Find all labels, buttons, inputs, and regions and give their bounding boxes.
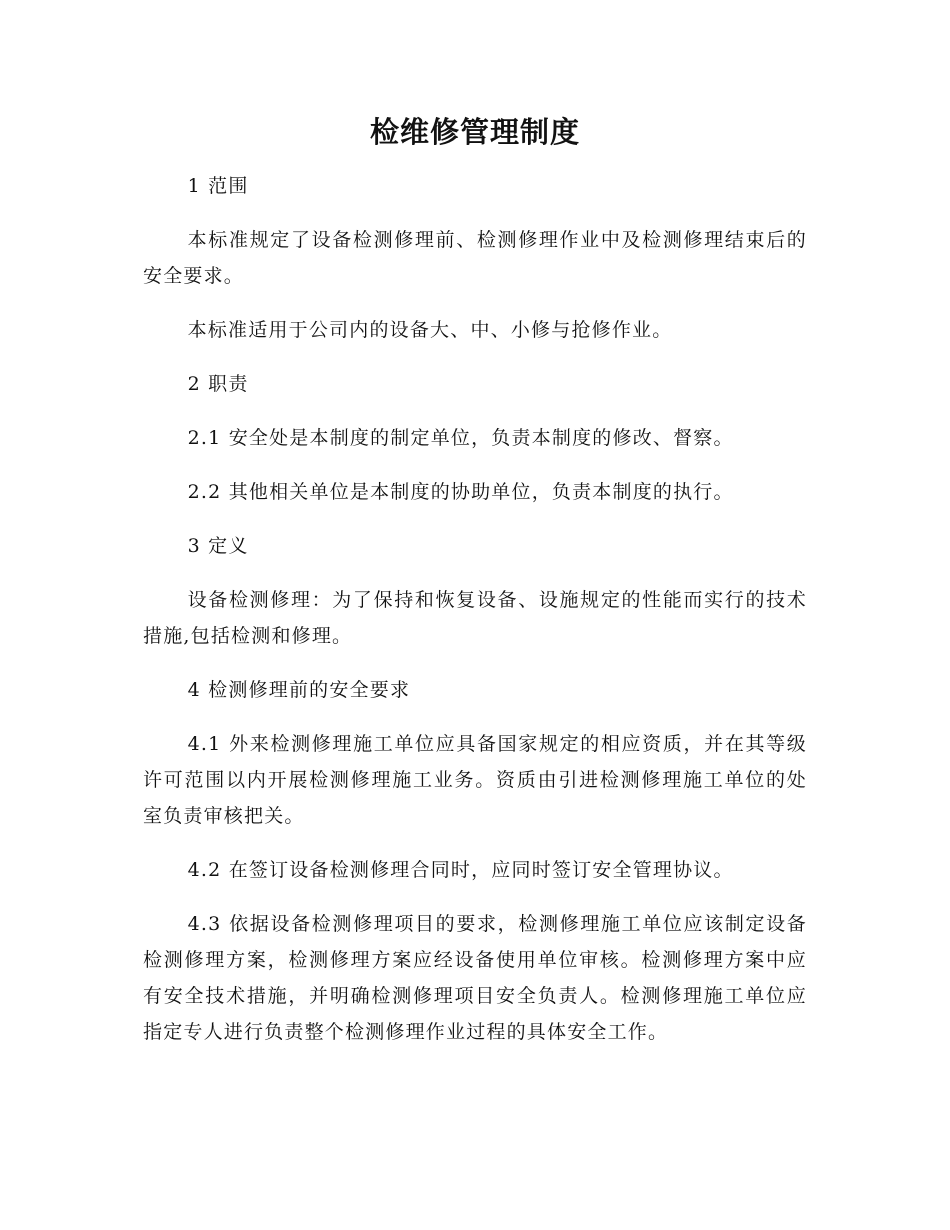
- section-heading-responsibilities: 2 职责: [187, 373, 249, 395]
- responsibility-2-1: 2.1 安全处是本制度的制定单位，负责本制度的修改、督察。: [187, 427, 734, 449]
- section-heading-pre-repair-requirements: 4 检测修理前的安全要求: [187, 679, 411, 701]
- document-title: 检维修管理制度: [369, 115, 580, 149]
- document-body: [143, 168, 807, 1068]
- scope-paragraph-2: 本标准适用于公司内的设备大、中、小修与抢修作业。: [187, 319, 673, 341]
- requirement-4-2: 4.2 在签订设备检测修理合同时，应同时签订安全管理协议。: [187, 859, 734, 881]
- responsibility-2-2: 2.2 其他相关单位是本制度的协助单位，负责本制度的执行。: [187, 481, 734, 503]
- requirement-4-3: 4.3 依据设备检测修理项目的要求，检测修理施工单位应该制定设备检测修理方案，检测修理方案应经设备使用单位审核。检测修理方案中应有安全技术措施，并明确检测修理项目安全负责人。检测修理施工单位应指定专人进行负责整个检测修理作业过程的具体安全工作。: [143, 913, 807, 1043]
- requirement-4-1: 4.1 外来检测修理施工单位应具备国家规定的相应资质，并在其等级许可范围以内开展检测修理施工业务。资质由引进检测修理施工单位的处室负责审核把关。: [143, 733, 807, 827]
- scope-paragraph-1: 本标准规定了设备检测修理前、检测修理作业中及检测修理结束后的安全要求。: [143, 229, 807, 287]
- section-heading-definitions: 3 定义: [187, 535, 249, 557]
- definition-paragraph: 设备检测修理：为了保持和恢复设备、设施规定的性能而实行的技术措施,包括检测和修理。: [143, 589, 807, 647]
- section-heading-scope: 1 范围: [187, 175, 249, 197]
